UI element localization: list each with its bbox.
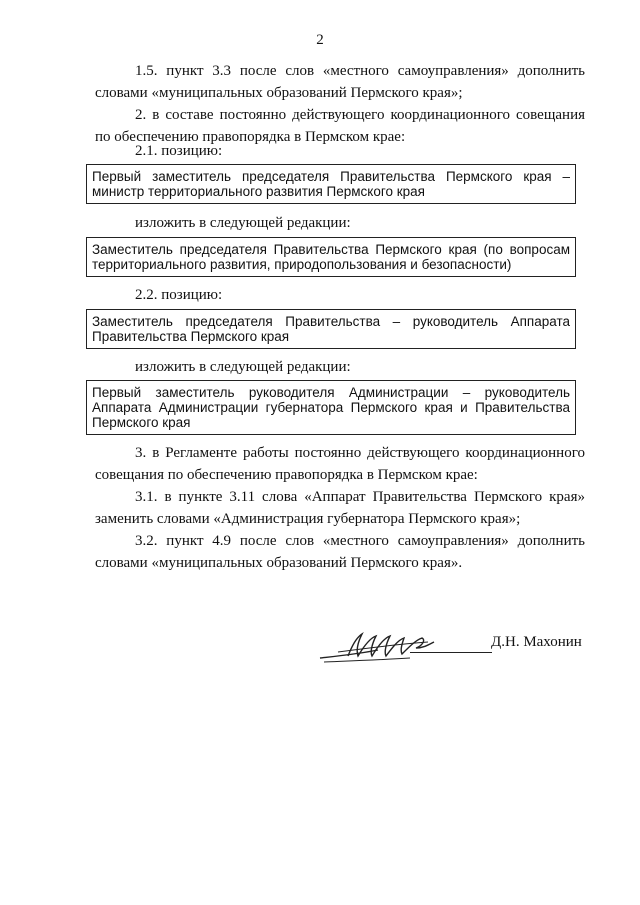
paragraph-line: словами «муниципальных образований Пермского края»; (95, 85, 463, 101)
paragraph-3-2 (95, 530, 585, 574)
edit-label-2: изложить в следующей редакции: (135, 359, 351, 375)
box-line: Заместитель председателя Правительства Пермского края (по вопросам (92, 242, 570, 257)
box-line: территориального развития, природопользования и безопасности) (92, 257, 512, 272)
section-2-1-label: 2.1. позицию: (135, 143, 223, 159)
position-box-old-2 (86, 309, 576, 349)
handwritten-signature (318, 628, 488, 666)
box-line: Правительства Пермского края (92, 329, 290, 344)
position-box-old-1 (86, 164, 576, 204)
paragraph-3-1 (95, 486, 585, 530)
box-line: Аппарата Администрации губернатора Пермского края и Правительства (92, 400, 570, 415)
paragraph-line: 3. в Регламенте работы постоянно действующего координационного (135, 445, 585, 461)
paragraph-line: словами «муниципальных образований Пермского края». (95, 555, 463, 571)
paragraph-line: 3.2. пункт 4.9 после слов «местного самоуправления» дополнить (135, 533, 585, 549)
signer-name: Д.Н. Махонин (491, 634, 582, 650)
box-line: министр территориального развития Пермского края (92, 184, 425, 199)
position-box-new-1 (86, 237, 576, 277)
signature-line (410, 652, 492, 653)
paragraph-line: заменить словами «Администрация губернатора Пермского края»; (95, 511, 521, 527)
position-box-new-2 (86, 380, 576, 435)
paragraph-1-5 (95, 60, 585, 104)
paragraph-line: совещания по обеспечению правопорядка в Пермском крае: (95, 467, 478, 483)
box-line: Заместитель председателя Правительства – руководитель Аппарата (92, 314, 570, 329)
page-number: 2 (316, 32, 324, 48)
paragraph-line: 1.5. пункт 3.3 после слов «местного самоуправления» дополнить (135, 63, 585, 79)
section-2-2-label: 2.2. позицию: (135, 287, 223, 303)
paragraph-line: 2. в составе постоянно действующего координационного совещания (135, 107, 585, 123)
box-line: Первый заместитель руководителя Администрации – руководитель (92, 385, 570, 400)
edit-label-1: изложить в следующей редакции: (135, 215, 351, 231)
box-line: Пермского края (92, 415, 191, 430)
paragraph-line: по обеспечению правопорядка в Пермском крае: (95, 129, 406, 145)
box-line: Первый заместитель председателя Правительства Пермского края – (92, 169, 570, 184)
paragraph-3 (95, 442, 585, 486)
paragraph-line: 3.1. в пункте 3.11 слова «Аппарат Правительства Пермского края» (135, 489, 585, 505)
